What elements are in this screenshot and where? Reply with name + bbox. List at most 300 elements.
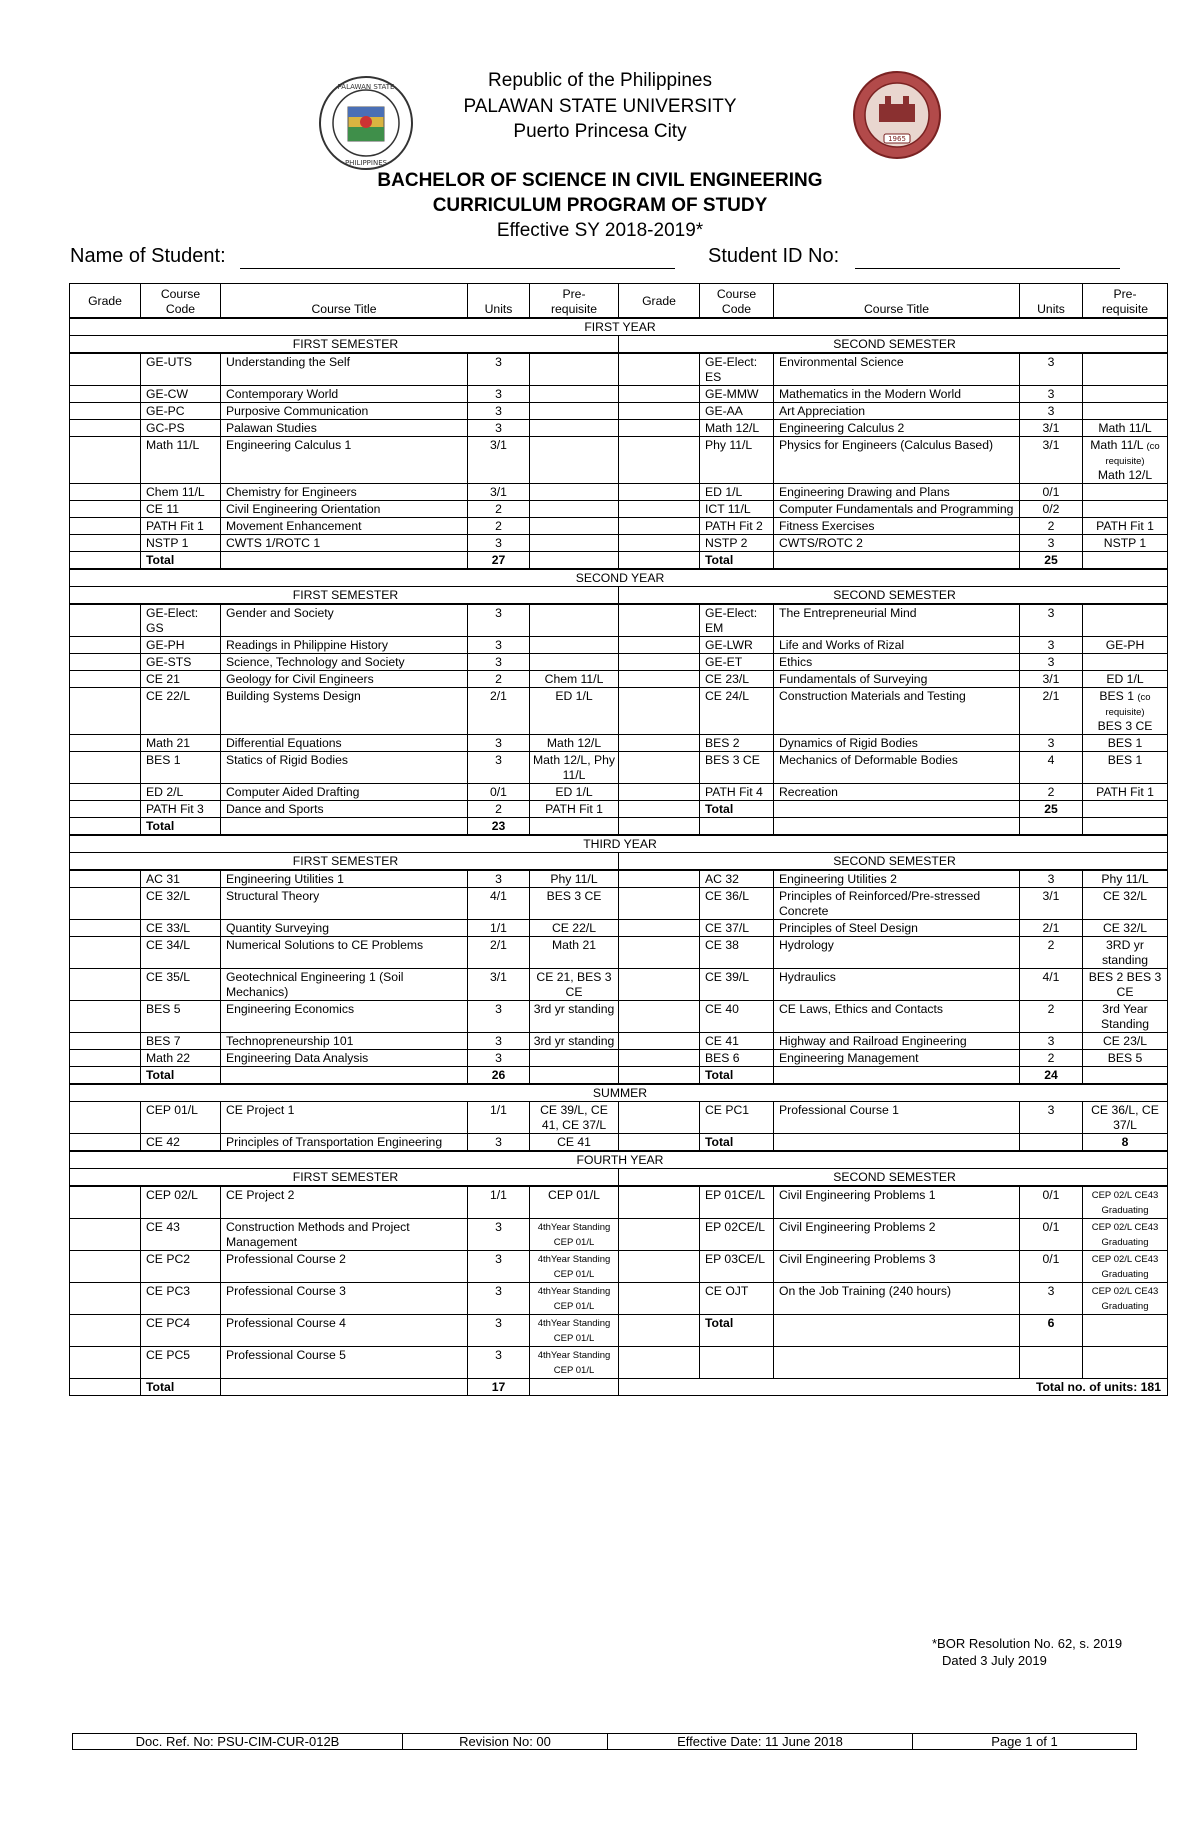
empty-cell bbox=[774, 1067, 1020, 1085]
course-prereq bbox=[530, 420, 619, 437]
course-units: 3 bbox=[468, 1251, 530, 1283]
course-code: CE 38 bbox=[700, 937, 774, 969]
course-code: CEP 02/L bbox=[141, 1186, 221, 1219]
course-units: 25 bbox=[1020, 801, 1083, 818]
course-units: 3 bbox=[1020, 1102, 1083, 1134]
course-code: ICT 11/L bbox=[700, 501, 774, 518]
grade-cell[interactable] bbox=[70, 1347, 141, 1379]
total-label: Total bbox=[141, 1379, 221, 1396]
grade-cell[interactable] bbox=[70, 1315, 141, 1347]
course-title: CWTS/ROTC 2 bbox=[774, 535, 1020, 552]
total-row bbox=[70, 1379, 1168, 1396]
course-units: 2 bbox=[468, 518, 530, 535]
student-id-label: Student ID No: bbox=[708, 245, 840, 267]
year-heading-row bbox=[70, 1084, 1168, 1102]
grade-cell[interactable] bbox=[619, 437, 700, 484]
grade-cell[interactable] bbox=[619, 654, 700, 671]
course-code: CE 32/L bbox=[141, 888, 221, 920]
course-units: 4 bbox=[1020, 752, 1083, 784]
course-prereq: CE 41 bbox=[530, 1134, 619, 1152]
course-prereq bbox=[530, 386, 619, 403]
course-units: 3 bbox=[1020, 386, 1083, 403]
course-units: 3 bbox=[468, 735, 530, 752]
grade-cell[interactable] bbox=[619, 403, 700, 420]
grade-cell[interactable] bbox=[619, 784, 700, 801]
col-header-prereq: Pre- requisite bbox=[530, 284, 619, 319]
grade-cell[interactable] bbox=[619, 535, 700, 552]
course-title: Engineering Economics bbox=[221, 1001, 468, 1033]
course-code: EP 01CE/L bbox=[700, 1186, 774, 1219]
course-prereq: NSTP 1 bbox=[1083, 535, 1168, 552]
course-code: GC-PS bbox=[141, 420, 221, 437]
course-code: CE PC2 bbox=[141, 1251, 221, 1283]
grade-cell[interactable] bbox=[70, 403, 141, 420]
footnote-resolution: *BOR Resolution No. 62, s. 2019 bbox=[932, 1636, 1123, 1651]
course-row bbox=[70, 870, 1168, 888]
grade-cell bbox=[619, 552, 700, 570]
course-title: Movement Enhancement bbox=[221, 518, 468, 535]
course-row bbox=[70, 920, 1168, 937]
course-prereq: PATH Fit 1 bbox=[1083, 518, 1168, 535]
course-units: 3 bbox=[1020, 403, 1083, 420]
effective-date: Effective Date: 11 June 2018 bbox=[608, 1734, 913, 1750]
course-prereq: CE 22/L bbox=[530, 920, 619, 937]
year-heading-row bbox=[70, 1151, 1168, 1169]
course-title: Ethics bbox=[774, 654, 1020, 671]
course-units: 3 bbox=[468, 535, 530, 552]
course-title: Chemistry for Engineers bbox=[221, 484, 468, 501]
course-code: CE PC3 bbox=[141, 1283, 221, 1315]
grade-cell[interactable] bbox=[70, 501, 141, 518]
course-title bbox=[774, 1347, 1020, 1379]
course-row bbox=[70, 1001, 1168, 1033]
course-units: 3 bbox=[1020, 654, 1083, 671]
grade-cell[interactable] bbox=[619, 801, 700, 818]
grade-cell[interactable] bbox=[619, 752, 700, 784]
empty-cell bbox=[221, 1067, 468, 1085]
course-units: 3 bbox=[468, 420, 530, 437]
course-units: 3 bbox=[468, 1050, 530, 1067]
course-title: Engineering Management bbox=[774, 1050, 1020, 1067]
course-units: 3 bbox=[1020, 735, 1083, 752]
course-prereq bbox=[530, 535, 619, 552]
course-units: 4/1 bbox=[1020, 969, 1083, 1001]
grade-cell[interactable] bbox=[70, 637, 141, 654]
course-units bbox=[1020, 1134, 1083, 1152]
grade-cell[interactable] bbox=[70, 801, 141, 818]
course-units: 3 bbox=[468, 1001, 530, 1033]
course-prereq: BES 1 bbox=[1083, 752, 1168, 784]
grade-cell[interactable] bbox=[70, 1283, 141, 1315]
course-code: CE 41 bbox=[700, 1033, 774, 1050]
course-units: 3 bbox=[468, 386, 530, 403]
course-title: Fundamentals of Surveying bbox=[774, 671, 1020, 688]
grade-cell[interactable] bbox=[619, 969, 700, 1001]
course-code: Phy 11/L bbox=[700, 437, 774, 484]
course-prereq: 4thYear Standing CEP 01/L bbox=[530, 1283, 619, 1315]
course-code: AC 31 bbox=[141, 870, 221, 888]
course-title: Construction Methods and Project Management bbox=[221, 1219, 468, 1251]
course-row bbox=[70, 637, 1168, 654]
course-units: 3 bbox=[468, 654, 530, 671]
course-prereq: CE 32/L bbox=[1083, 888, 1168, 920]
course-units: 3/1 bbox=[468, 437, 530, 484]
course-prereq bbox=[530, 353, 619, 386]
course-units: 0/2 bbox=[1020, 501, 1083, 518]
course-code: CE 24/L bbox=[700, 688, 774, 735]
grade-cell[interactable] bbox=[619, 1219, 700, 1251]
course-code: CEP 01/L bbox=[141, 1102, 221, 1134]
course-units: 1/1 bbox=[468, 920, 530, 937]
city-name: Puerto Princesa City bbox=[513, 121, 687, 142]
course-title: Building Systems Design bbox=[221, 688, 468, 735]
course-title: Civil Engineering Problems 2 bbox=[774, 1219, 1020, 1251]
total-label: Total bbox=[700, 1067, 774, 1085]
course-title: Principles of Reinforced/Pre-stressed Concrete bbox=[774, 888, 1020, 920]
course-code: EP 02CE/L bbox=[700, 1219, 774, 1251]
prereq-second: Math 12/L bbox=[1097, 468, 1153, 482]
grade-cell[interactable] bbox=[70, 437, 141, 484]
grade-cell[interactable] bbox=[70, 752, 141, 784]
grade-cell[interactable] bbox=[619, 671, 700, 688]
course-units: 3/1 bbox=[1020, 888, 1083, 920]
grade-cell[interactable] bbox=[70, 688, 141, 735]
grade-cell[interactable] bbox=[619, 637, 700, 654]
grade-cell[interactable] bbox=[70, 888, 141, 920]
course-row bbox=[70, 1219, 1168, 1251]
course-prereq: CEP 02/L CE43 Graduating bbox=[1083, 1283, 1168, 1315]
grade-cell[interactable] bbox=[619, 386, 700, 403]
curriculum-table bbox=[69, 283, 1168, 1396]
grade-cell[interactable] bbox=[70, 1050, 141, 1067]
grade-cell[interactable] bbox=[70, 654, 141, 671]
course-title: Palawan Studies bbox=[221, 420, 468, 437]
course-prereq: PATH Fit 1 bbox=[1083, 784, 1168, 801]
course-row bbox=[70, 784, 1168, 801]
course-title: Geotechnical Engineering 1 (Soil Mechanics) bbox=[221, 969, 468, 1001]
grade-cell[interactable] bbox=[70, 784, 141, 801]
course-code bbox=[700, 1347, 774, 1379]
course-title: Professional Course 2 bbox=[221, 1251, 468, 1283]
course-code: Chem 11/L bbox=[141, 484, 221, 501]
course-title: Professional Course 1 bbox=[774, 1102, 1020, 1134]
semester-heading-row bbox=[70, 587, 1168, 605]
grade-cell[interactable] bbox=[619, 1102, 700, 1134]
student-id-field[interactable] bbox=[855, 268, 1120, 269]
grade-cell[interactable] bbox=[619, 501, 700, 518]
course-title: Physics for Engineers (Calculus Based) bbox=[774, 437, 1020, 484]
course-code: CE PC5 bbox=[141, 1347, 221, 1379]
empty-cell bbox=[221, 552, 468, 570]
course-row bbox=[70, 1251, 1168, 1283]
grade-cell[interactable] bbox=[70, 518, 141, 535]
course-row bbox=[70, 688, 1168, 735]
semester-heading-second: SECOND SEMESTER bbox=[619, 853, 1168, 871]
course-prereq bbox=[530, 484, 619, 501]
course-code: GE-STS bbox=[141, 654, 221, 671]
course-prereq bbox=[530, 1050, 619, 1067]
course-row bbox=[70, 801, 1168, 818]
course-title: Civil Engineering Orientation bbox=[221, 501, 468, 518]
total-label: Total bbox=[700, 552, 774, 570]
grade-cell[interactable] bbox=[70, 671, 141, 688]
grade-cell[interactable] bbox=[619, 888, 700, 920]
col-header-grade: Grade bbox=[619, 284, 700, 319]
course-prereq: CE 39/L, CE 41, CE 37/L bbox=[530, 1102, 619, 1134]
course-row bbox=[70, 1102, 1168, 1134]
grade-cell[interactable] bbox=[619, 937, 700, 969]
grade-cell[interactable] bbox=[619, 1251, 700, 1283]
course-units: 3 bbox=[468, 1033, 530, 1050]
course-title: Understanding the Self bbox=[221, 353, 468, 386]
grade-cell[interactable] bbox=[70, 604, 141, 637]
prereq-main: Math 11/L bbox=[1090, 438, 1144, 452]
course-title: Civil Engineering Problems 3 bbox=[774, 1251, 1020, 1283]
course-title: CE Laws, Ethics and Contacts bbox=[774, 1001, 1020, 1033]
semester-heading-row bbox=[70, 1169, 1168, 1187]
course-row bbox=[70, 969, 1168, 1001]
empty-cell bbox=[774, 552, 1020, 570]
grade-cell[interactable] bbox=[619, 604, 700, 637]
course-units: 2 bbox=[1020, 937, 1083, 969]
course-prereq: PATH Fit 1 bbox=[530, 801, 619, 818]
grade-cell bbox=[619, 1067, 700, 1085]
course-code: CE 21 bbox=[141, 671, 221, 688]
course-prereq: BES 5 bbox=[1083, 1050, 1168, 1067]
grade-cell[interactable] bbox=[70, 1186, 141, 1219]
semester-heading-second: SECOND SEMESTER bbox=[619, 1169, 1168, 1187]
empty-cell bbox=[774, 818, 1020, 836]
total-units-left: 17 bbox=[468, 1379, 530, 1396]
course-units: 0/1 bbox=[1020, 1251, 1083, 1283]
course-code: Math 11/L bbox=[141, 437, 221, 484]
course-units: 0/1 bbox=[1020, 1219, 1083, 1251]
grade-cell[interactable] bbox=[619, 1050, 700, 1067]
grade-cell[interactable] bbox=[70, 1033, 141, 1050]
grade-cell[interactable] bbox=[70, 386, 141, 403]
semester-heading-second: SECOND SEMESTER bbox=[619, 336, 1168, 354]
grade-cell[interactable] bbox=[619, 1186, 700, 1219]
course-units: 3 bbox=[468, 604, 530, 637]
course-prereq bbox=[1083, 403, 1168, 420]
course-code: CE 22/L bbox=[141, 688, 221, 735]
grade-cell[interactable] bbox=[70, 870, 141, 888]
course-prereq: BES 1 bbox=[1083, 735, 1168, 752]
course-prereq: ED 1/L bbox=[530, 688, 619, 735]
grade-cell[interactable] bbox=[619, 1315, 700, 1347]
course-code: NSTP 2 bbox=[700, 535, 774, 552]
course-prereq bbox=[1083, 1315, 1168, 1347]
course-units: 3/1 bbox=[1020, 420, 1083, 437]
year-heading-row bbox=[70, 318, 1168, 336]
grade-cell[interactable] bbox=[619, 1347, 700, 1379]
course-code: Math 12/L bbox=[700, 420, 774, 437]
grade-cell[interactable] bbox=[70, 535, 141, 552]
year-heading: SECOND YEAR bbox=[70, 569, 1168, 587]
grade-cell[interactable] bbox=[619, 1033, 700, 1050]
empty-cell bbox=[530, 1067, 619, 1085]
grade-cell[interactable] bbox=[70, 1102, 141, 1134]
year-heading: FIRST YEAR bbox=[70, 318, 1168, 336]
course-code: BES 7 bbox=[141, 1033, 221, 1050]
grade-cell[interactable] bbox=[619, 735, 700, 752]
grade-cell[interactable] bbox=[70, 937, 141, 969]
course-prereq bbox=[530, 501, 619, 518]
course-units: 3/1 bbox=[1020, 437, 1083, 484]
course-prereq: 4thYear Standing CEP 01/L bbox=[530, 1315, 619, 1347]
grade-cell[interactable] bbox=[70, 735, 141, 752]
course-row bbox=[70, 654, 1168, 671]
student-name-field[interactable] bbox=[240, 268, 675, 269]
semester-heading-row bbox=[70, 853, 1168, 871]
course-units: 2/1 bbox=[468, 688, 530, 735]
course-code: Total bbox=[700, 1315, 774, 1347]
course-prereq bbox=[1083, 801, 1168, 818]
course-prereq bbox=[1083, 501, 1168, 518]
course-code: GE-UTS bbox=[141, 353, 221, 386]
course-prereq: 8 bbox=[1083, 1134, 1168, 1152]
course-code: PATH Fit 4 bbox=[700, 784, 774, 801]
course-title: Engineering Calculus 1 bbox=[221, 437, 468, 484]
document-title: CURRICULUM PROGRAM OF STUDY bbox=[432, 195, 768, 216]
course-units: 2 bbox=[1020, 1050, 1083, 1067]
course-row bbox=[70, 1283, 1168, 1315]
col-header-code: Course Code bbox=[141, 284, 221, 319]
course-units: 0/1 bbox=[468, 784, 530, 801]
grade-cell[interactable] bbox=[619, 518, 700, 535]
course-title: Science, Technology and Society bbox=[221, 654, 468, 671]
grade-cell[interactable] bbox=[70, 969, 141, 1001]
course-title: Fitness Exercises bbox=[774, 518, 1020, 535]
grade-cell[interactable] bbox=[619, 1134, 700, 1152]
course-units: 3 bbox=[1020, 353, 1083, 386]
grade-cell[interactable] bbox=[70, 353, 141, 386]
grade-cell[interactable] bbox=[70, 1001, 141, 1033]
course-units: 3 bbox=[1020, 535, 1083, 552]
grade-cell[interactable] bbox=[70, 1134, 141, 1152]
course-prereq bbox=[1083, 437, 1168, 484]
total-units-left: 26 bbox=[468, 1067, 530, 1085]
course-prereq: CEP 01/L bbox=[530, 1186, 619, 1219]
course-title: CE Project 1 bbox=[221, 1102, 468, 1134]
course-row bbox=[70, 484, 1168, 501]
course-title: Art Appreciation bbox=[774, 403, 1020, 420]
course-prereq: ED 1/L bbox=[1083, 671, 1168, 688]
course-prereq: 3rd yr standing bbox=[530, 1033, 619, 1050]
grade-cell[interactable] bbox=[619, 1001, 700, 1033]
course-units: 1/1 bbox=[468, 1102, 530, 1134]
course-title: Professional Course 4 bbox=[221, 1315, 468, 1347]
empty-cell bbox=[1083, 1067, 1168, 1085]
col-header-units: Units bbox=[468, 284, 530, 319]
grade-cell[interactable] bbox=[70, 920, 141, 937]
grade-cell[interactable] bbox=[619, 920, 700, 937]
year-heading: THIRD YEAR bbox=[70, 835, 1168, 853]
course-title: Computer Aided Drafting bbox=[221, 784, 468, 801]
grade-cell[interactable] bbox=[619, 420, 700, 437]
year-heading: SUMMER bbox=[70, 1084, 1168, 1102]
course-units: 3 bbox=[468, 1315, 530, 1347]
course-units: 3 bbox=[1020, 637, 1083, 654]
course-row bbox=[70, 403, 1168, 420]
grade-cell[interactable] bbox=[70, 1251, 141, 1283]
page-number: Page 1 of 1 bbox=[913, 1734, 1137, 1750]
course-prereq bbox=[1083, 654, 1168, 671]
course-prereq: Phy 11/L bbox=[1083, 870, 1168, 888]
student-name-label: Name of Student: bbox=[70, 245, 226, 267]
course-row bbox=[70, 437, 1168, 484]
svg-text:PALAWAN STATE: PALAWAN STATE bbox=[337, 83, 395, 91]
course-prereq: ED 1/L bbox=[530, 784, 619, 801]
doc-ref-number: Doc. Ref. No: PSU-CIM-CUR-012B bbox=[73, 1734, 403, 1750]
course-prereq: 4thYear Standing CEP 01/L bbox=[530, 1219, 619, 1251]
course-title: Engineering Utilities 2 bbox=[774, 870, 1020, 888]
semester-heading-first: FIRST SEMESTER bbox=[70, 1169, 619, 1187]
course-prereq: CEP 02/L CE43 Graduating bbox=[1083, 1186, 1168, 1219]
grade-cell[interactable] bbox=[619, 353, 700, 386]
course-units: 3 bbox=[468, 1219, 530, 1251]
course-code: EP 03CE/L bbox=[700, 1251, 774, 1283]
grade-cell[interactable] bbox=[619, 688, 700, 735]
course-row bbox=[70, 1050, 1168, 1067]
course-units: 2 bbox=[1020, 784, 1083, 801]
program-title: BACHELOR OF SCIENCE IN CIVIL ENGINEERING bbox=[377, 170, 823, 191]
course-code: GE-LWR bbox=[700, 637, 774, 654]
course-units: 3 bbox=[468, 1134, 530, 1152]
total-units-right: 24 bbox=[1020, 1067, 1083, 1085]
course-units: 2/1 bbox=[1020, 920, 1083, 937]
course-row bbox=[70, 1186, 1168, 1219]
course-prereq: CE 32/L bbox=[1083, 920, 1168, 937]
grade-cell[interactable] bbox=[70, 420, 141, 437]
empty-cell bbox=[619, 818, 700, 836]
total-label: Total bbox=[141, 818, 221, 836]
course-prereq bbox=[530, 518, 619, 535]
university-name: PALAWAN STATE UNIVERSITY bbox=[463, 96, 737, 117]
grand-total: Total no. of units: 181 bbox=[619, 1379, 1168, 1396]
grade-cell[interactable] bbox=[619, 870, 700, 888]
grade-cell[interactable] bbox=[619, 484, 700, 501]
course-title: Engineering Calculus 2 bbox=[774, 420, 1020, 437]
course-prereq: Math 12/L bbox=[530, 735, 619, 752]
total-row bbox=[70, 552, 1168, 570]
course-units: 2/1 bbox=[468, 937, 530, 969]
course-title: Purposive Communication bbox=[221, 403, 468, 420]
course-units: 3 bbox=[468, 870, 530, 888]
course-units: 3 bbox=[468, 1347, 530, 1379]
svg-text:1965: 1965 bbox=[888, 135, 906, 143]
col-header-grade: Grade bbox=[70, 284, 141, 319]
course-code: PATH Fit 2 bbox=[700, 518, 774, 535]
year-heading-row bbox=[70, 569, 1168, 587]
empty-cell bbox=[1083, 552, 1168, 570]
grade-cell[interactable] bbox=[619, 1283, 700, 1315]
course-title: CWTS 1/ROTC 1 bbox=[221, 535, 468, 552]
course-units: 2 bbox=[468, 501, 530, 518]
grade-cell[interactable] bbox=[70, 1219, 141, 1251]
course-prereq bbox=[1083, 353, 1168, 386]
course-row bbox=[70, 420, 1168, 437]
course-row bbox=[70, 1134, 1168, 1152]
course-units: 3 bbox=[1020, 870, 1083, 888]
course-units bbox=[1020, 1347, 1083, 1379]
course-row bbox=[70, 888, 1168, 920]
course-title: Geology for Civil Engineers bbox=[221, 671, 468, 688]
empty-cell bbox=[530, 552, 619, 570]
course-code: CE 36/L bbox=[700, 888, 774, 920]
grade-cell[interactable] bbox=[70, 484, 141, 501]
empty-cell bbox=[1083, 818, 1168, 836]
